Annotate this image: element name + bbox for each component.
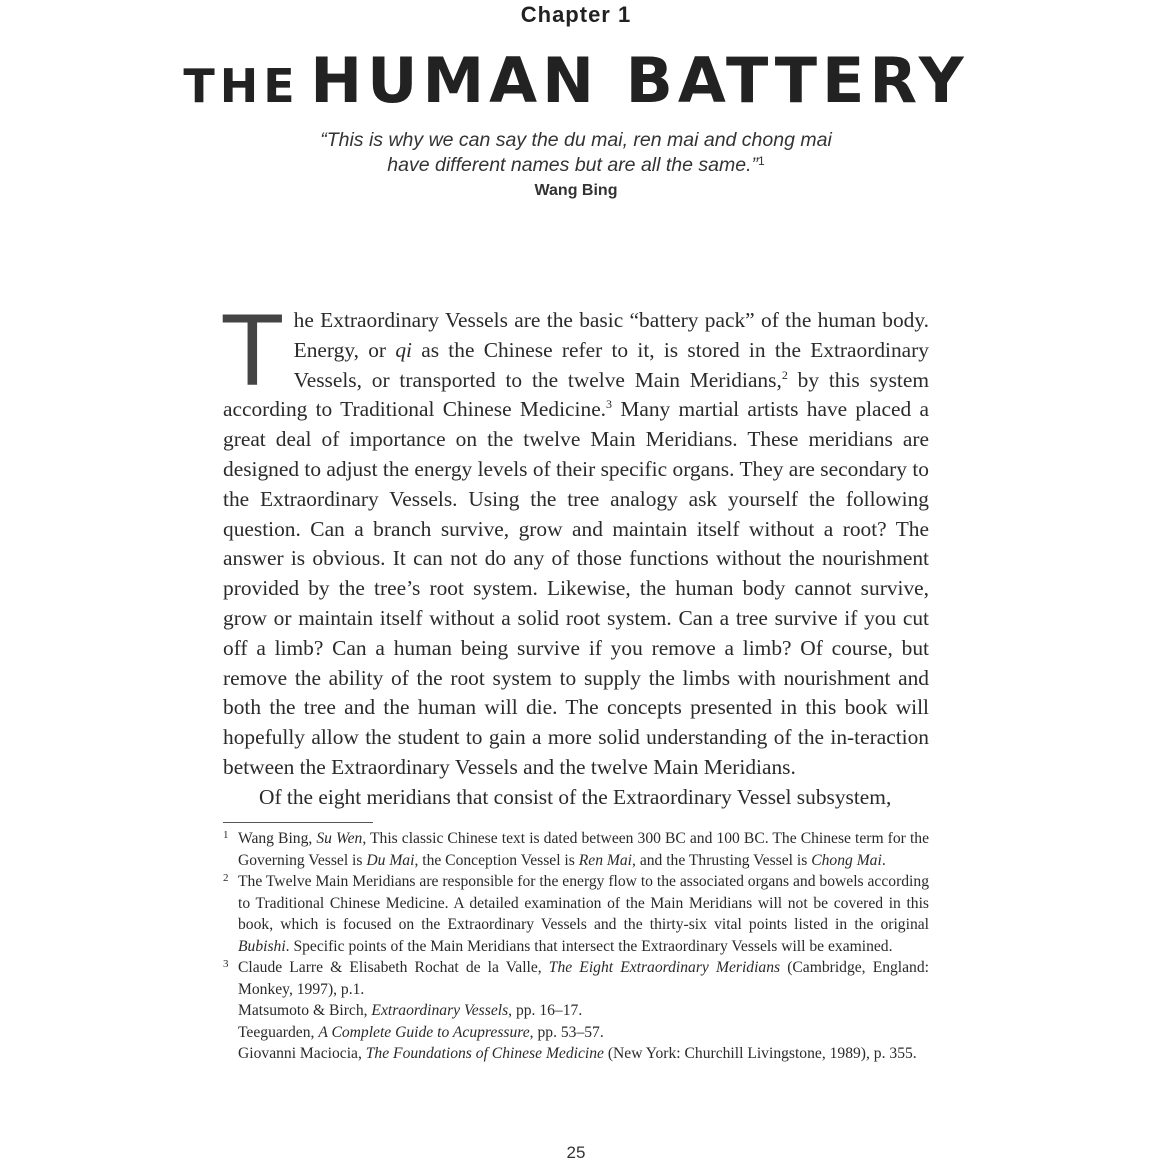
footnote-3-line2-a: Matsumoto & Birch,	[238, 1002, 372, 1019]
footnote-1-text-e: .	[881, 851, 886, 869]
footnote-1-text-a: Wang Bing,	[238, 830, 317, 847]
footnote-3-line4-b: (New York: Churchill Livingstone, 1989), p. 355.	[603, 1045, 917, 1062]
footnote-3-line3-b: , pp. 53–57.	[529, 1023, 604, 1041]
footnote-2-number: 2	[223, 872, 229, 884]
epigraph-line-1: “This is why we can say the du mai, ren mai and chong mai	[320, 129, 832, 151]
footnote-1-text-d: , and the Thrusting Vessel is	[632, 851, 812, 869]
footnote-3-line4-title: The Foundations of Chinese Medicine	[365, 1045, 604, 1062]
footnote-2-bubishi: Bubishi	[238, 937, 286, 955]
epigraph-quote	[0, 128, 1152, 178]
footnote-3-text-a: Claude Larre & Elisabeth Rochat de la Valle,	[238, 959, 549, 976]
footnote-1-du-mai: Du Mai	[366, 851, 415, 869]
footnote-divider	[223, 822, 373, 823]
body-text	[223, 296, 930, 813]
chapter-title-first-word: THE	[183, 59, 300, 113]
paragraph-1-part-b: as the Chinese refer to it, is stored in the Extraordinary Vessels, or transported to the twelve Main Meridians,	[293, 337, 929, 392]
footnote-3-citation-2	[223, 1000, 929, 1022]
footnote-1-su-wen: Su Wen	[316, 830, 363, 847]
paragraph-1-part-a: he Extraordinary Vessels are the basic “battery pack” of the human body. Energy, or	[293, 308, 929, 362]
footnote-3-text-b: (Cambridge, England: Monkey, 1997), p.1.	[238, 959, 929, 998]
footnote-1-text-c: , the Conception Vessel is	[414, 851, 579, 869]
footnote-3-line3-a: Teeguarden,	[238, 1023, 319, 1041]
footnote-2-text-a: The Twelve Main Meridians are responsible for the energy flow to the associated organs and bowels according to Traditional Chinese Medicine. A detailed examination of the Main Meridians will not be covered in this book, which is focused on the Extraordinary Vessels and the thirty-six vital points listed in the original	[238, 873, 929, 933]
drop-cap: T	[223, 296, 282, 408]
footnote-3-citation-3	[223, 1022, 929, 1044]
footnote-2	[223, 871, 929, 957]
paragraph-1-part-c: by this system according to Traditional Chinese Medicine.	[223, 367, 930, 422]
footnote-1-chong-mai: Chong Mai	[811, 851, 882, 869]
footnote-1-ren-mai: Ren Mai	[578, 851, 633, 869]
footnote-3-title-1: The Eight Extraordinary Meridians	[548, 959, 781, 976]
footnote-3-line2-title: Extraordinary Vessels	[371, 1002, 509, 1019]
qi-term: qi	[395, 337, 412, 362]
epigraph-attribution: Wang Bing	[534, 182, 618, 199]
footnote-ref-3: 3	[606, 397, 613, 412]
footnote-1-text-b: , This classic Chinese text is dated between 300 BC and 100 BC. The Chinese term for the Governing Vessel is	[238, 830, 929, 869]
footnote-ref-2: 2	[781, 367, 788, 382]
paragraph-1-part-d: Many martial artists have placed a great deal of importance on the twelve Main Meridians. These meridians are designed to adjust the energy levels of their specific organs. They are secondary to the Extraordinary Vessels. Using the tree analogy ask yourself the following question. Can a branch survive, grow and maintain itself without a root? The answer is obvious. It can not do any of those functions without the nourishment provided by the tree’s root system. Likewise, the human body cannot survive, grow or maintain itself without a solid root system. Can a tree survive if you cut off a limb? Can a human being survive if you remove a limb? Of course, but remove the ability of the root system to supply the limbs with nourishment and both the tree and the human will die. The concepts presented in this book will hopefully allow the student to gain a more solid understanding of the in-teraction between the Extraordinary Vessels and the twelve Main Meridians.	[223, 397, 930, 779]
footnote-2-text-b: . Specific points of the Main Meridians that intersect the Extraordinary Vessels will be examined.	[285, 937, 893, 955]
footnote-3-line3-title: A Complete Guide to Acupressure	[318, 1023, 530, 1041]
footnote-3	[223, 957, 929, 1000]
page-number: 25	[566, 1143, 586, 1162]
chapter-title	[0, 44, 1152, 117]
footnote-ref-1: 1	[758, 154, 765, 168]
footnote-3-line4-a: Giovanni Maciocia,	[238, 1045, 366, 1062]
paragraph-2: Of the eight meridians that consist of the Extraordinary Vessel subsystem,	[259, 784, 892, 809]
chapter-title-rest: HUMAN BATTERY	[310, 44, 969, 117]
chapter-label: Chapter 1	[520, 2, 632, 27]
epigraph-line-2-text: have different names but are all the same.”	[387, 154, 758, 176]
footnotes	[223, 828, 929, 1065]
footnote-3-number: 3	[223, 958, 229, 970]
footnote-3-line2-b: , pp. 16–17.	[508, 1002, 583, 1019]
footnote-1-number: 1	[223, 829, 229, 841]
footnote-1	[223, 828, 929, 871]
footnote-3-citation-4	[223, 1043, 929, 1065]
epigraph-line-2	[0, 153, 1152, 178]
paragraph-1	[223, 296, 930, 783]
